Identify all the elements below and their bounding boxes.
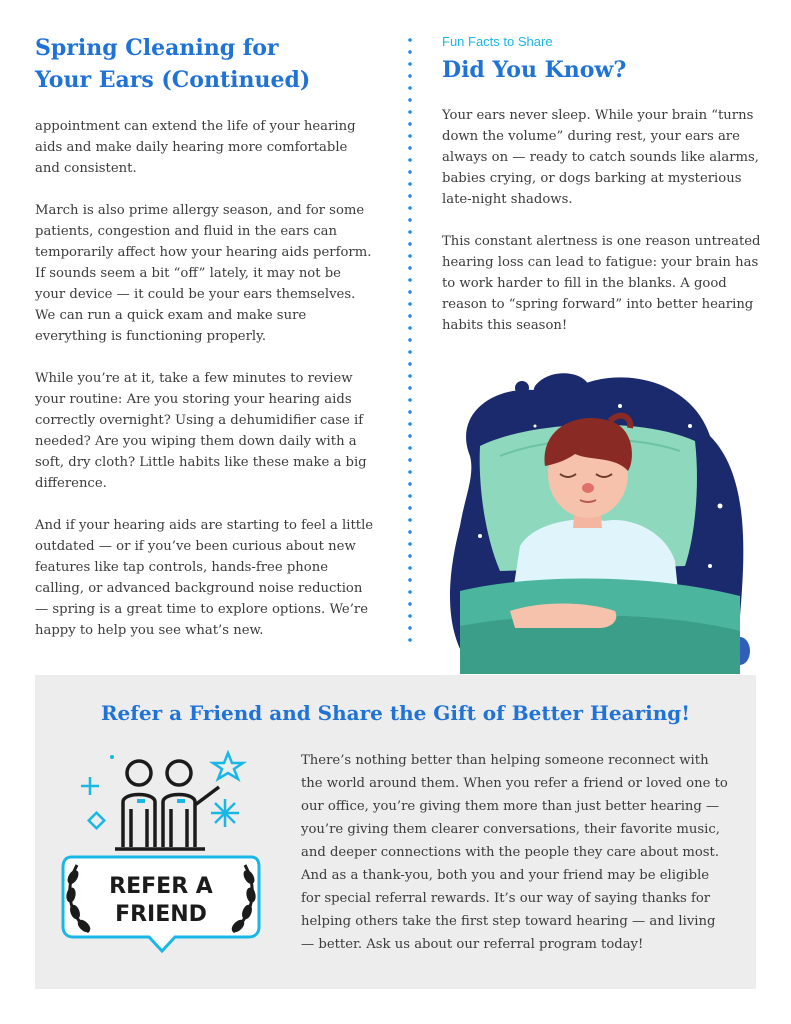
refer-body: There’s nothing better than helping someone reconnect with the world around them. When you refer a friend or loved one to our office, you’re giving them more than just better hearing — you’re giving them clearer conversations, their favorite music, and deeper connections with the people they care about most. And as a thank-you, both you and your friend may be eligible for special referral rewards. It’s our way of saying thanks for helping others take the first step toward hearing — and living — better. Ask us about our referral program today!: [301, 753, 728, 952]
headline-line-1: Spring Cleaning for: [35, 35, 279, 61]
paragraph-2: March is also prime allergy season, and for some patients, congestion and fluid in the ears can temporarily affect how your hearing aids perform. If sounds seem a bit “off” lately, it may not be your device — it could be your ears themselves. We can run a quick exam and make sure everything is functioning properly.: [35, 203, 372, 344]
headline-line-2: Your Ears (Continued): [35, 67, 311, 93]
section-kicker: Fun Facts to Share: [442, 34, 553, 49]
did-you-know-heading: Did You Know?: [442, 57, 627, 83]
paragraph-4: And if your hearing aids are starting to feel a little outdated — or if you’ve been curious about new features like tap controls, hands-free phone calling, or advanced background noise reduction — spring is a great time to explore options. We’re happy to help you see what’s new.: [35, 518, 374, 638]
dotted-divider: [407, 34, 413, 642]
left-column: [35, 32, 375, 662]
refer-a-friend-section: [35, 675, 756, 989]
paragraph-3: While you’re at it, take a few minutes to review your routine: Are you storing your hearing aids correctly overnight? Using a dehumidifier case if needed? Are you wiping them down daily with a soft, dry cloth? Little habits like these make a big difference.: [35, 371, 367, 491]
two-people-icon: [115, 761, 219, 849]
badge-line-2: FRIEND: [115, 902, 207, 927]
right-column: [442, 34, 762, 357]
fact-paragraph-2: This constant alertness is one reason untreated hearing loss can lead to fatigue: your brain has to work harder to fill in the blanks. A good reason to “spring forward” into better hearing habits this season!: [442, 234, 761, 333]
star-icon: [213, 753, 243, 779]
sleeping-person-illustration: [440, 366, 755, 674]
article-headline: [35, 32, 375, 96]
fact-paragraph-1: Your ears never sleep. While your brain “turns down the volume” during rest, your ears are always on — ready to catch sounds like alarms, babies crying, or dogs barking at mysterious late-night shadows.: [442, 108, 759, 207]
refer-title: Refer a Friend and Share the Gift of Better Hearing!: [100, 701, 691, 725]
sleeping-person-icon: [440, 366, 755, 674]
refer-a-friend-graphic: [57, 747, 267, 967]
badge-line-1: REFER A: [109, 874, 213, 899]
refer-badge-icon: [57, 747, 267, 967]
paragraph-1: appointment can extend the life of your hearing aids and make daily hearing more comfortable and consistent.: [35, 119, 356, 176]
